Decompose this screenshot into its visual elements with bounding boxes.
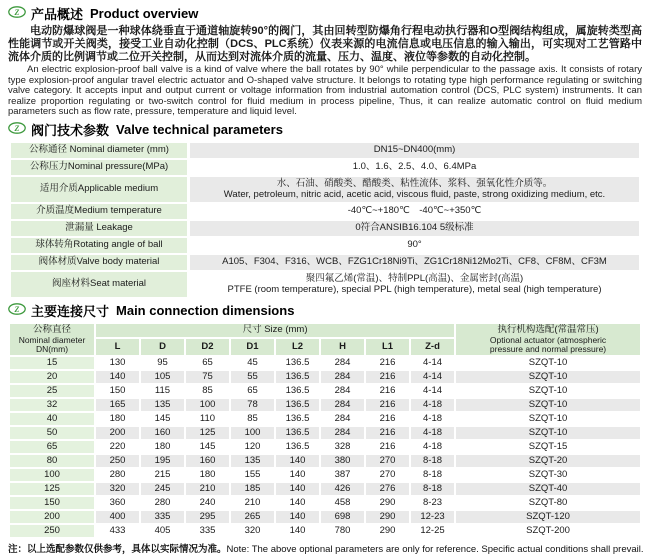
dimension-value: 140: [276, 511, 319, 523]
dimension-value: 140: [276, 525, 319, 537]
dimension-value: 55: [231, 371, 274, 383]
dimension-value: 284: [321, 413, 364, 425]
actuator-column-header: [456, 324, 640, 355]
dn-value: 65: [10, 441, 94, 453]
dimension-value: 250: [96, 455, 139, 467]
dimension-value: 216: [366, 371, 409, 383]
dimension-value: 433: [96, 525, 139, 537]
size-column-header: H: [321, 339, 364, 355]
dimension-value: 12-23: [411, 511, 454, 523]
dimension-value: 295: [186, 511, 229, 523]
dimension-value: 145: [141, 413, 184, 425]
actuator-value: SZQT-15: [456, 441, 640, 453]
param-value: A105、F304、F316、WCB、FZG1Cr18Ni9Ti、ZG1Cr18Ni12Mo2Ti、CF8、CF8M、CF3M: [190, 255, 639, 270]
param-label: 泄漏量 Leakage: [11, 221, 187, 236]
dimension-value: 140: [276, 483, 319, 495]
param-value: 0符合ANSIB16.104 5级标准: [190, 221, 639, 236]
dn-value: 25: [10, 385, 94, 397]
dimension-value: 145: [186, 441, 229, 453]
actuator-value: SZQT-10: [456, 399, 640, 411]
dn-value: 150: [10, 497, 94, 509]
dimension-value: 4-14: [411, 357, 454, 369]
tech-param-row: [11, 177, 639, 202]
dimension-value: 136.5: [276, 441, 319, 453]
dn-value: 80: [10, 455, 94, 467]
dn-value: 20: [10, 371, 94, 383]
dimension-value: 215: [141, 469, 184, 481]
dimension-value: 180: [141, 441, 184, 453]
param-value: DN15~DN400(mm): [190, 143, 639, 158]
dimension-value: 130: [96, 357, 139, 369]
dimension-value: 400: [96, 511, 139, 523]
size-column-header: Z-d: [411, 339, 454, 355]
dimension-value: 65: [231, 385, 274, 397]
dn-value: 100: [10, 469, 94, 481]
actuator-value: SZQT-20: [456, 455, 640, 467]
dimension-value: 140: [276, 469, 319, 481]
param-value: 90°: [190, 238, 639, 253]
dn-value: 32: [10, 399, 94, 411]
dimension-row: [10, 413, 640, 425]
dimension-value: 85: [231, 413, 274, 425]
dimension-value: 135: [231, 455, 274, 467]
size-column-header: D1: [231, 339, 274, 355]
dimension-value: 4-14: [411, 371, 454, 383]
dimensions-section-heading: [8, 301, 642, 320]
dimension-value: 216: [366, 441, 409, 453]
size-column-header: D2: [186, 339, 229, 355]
dimensions-title-zh: 主要连接尺寸: [31, 303, 110, 319]
param-label: 公称压力Nominal pressure(MPa): [11, 160, 187, 175]
dimension-value: 115: [141, 385, 184, 397]
dimension-value: 335: [141, 511, 184, 523]
dimension-value: 85: [186, 385, 229, 397]
tech-param-row: [11, 255, 639, 270]
dimension-value: 284: [321, 385, 364, 397]
actuator-value: SZQT-10: [456, 427, 640, 439]
dimension-row: [10, 441, 640, 453]
dn-value: 125: [10, 483, 94, 495]
dimension-value: 216: [366, 413, 409, 425]
dimension-value: 240: [186, 497, 229, 509]
dimension-value: 95: [141, 357, 184, 369]
dimension-value: 276: [366, 483, 409, 495]
dimension-value: 216: [366, 427, 409, 439]
dimension-value: 290: [366, 525, 409, 537]
tech-param-row: [11, 143, 639, 158]
dimension-value: 180: [96, 413, 139, 425]
svg-text:Z: Z: [14, 123, 20, 133]
tech-params-title-en: Valve technical parameters: [116, 121, 283, 137]
dimension-value: 290: [366, 511, 409, 523]
dimension-value: 100: [231, 427, 274, 439]
dimension-value: 335: [186, 525, 229, 537]
dimension-value: 405: [141, 525, 184, 537]
actuator-value: SZQT-10: [456, 371, 640, 383]
tech-params-title-zh: 阀门技术参数: [31, 122, 110, 138]
dimension-value: 150: [96, 385, 139, 397]
dn-header-en: Nominal diameter: [18, 334, 86, 345]
dimension-value: 780: [321, 525, 364, 537]
dimension-value: 155: [231, 469, 274, 481]
dimension-value: 360: [96, 497, 139, 509]
overview-section-heading: [8, 4, 642, 23]
actuator-value: SZQT-200: [456, 525, 640, 537]
dimension-value: 105: [141, 371, 184, 383]
dimension-value: 136.5: [276, 371, 319, 383]
dn-value: 50: [10, 427, 94, 439]
dimension-value: 4-18: [411, 427, 454, 439]
actuator-value: SZQT-10: [456, 385, 640, 397]
dimension-value: 125: [186, 427, 229, 439]
footnote-zh: 注：以上选配参数仅供参考，具体以实际情况为准。: [8, 543, 227, 555]
dimension-row: [10, 497, 640, 509]
dimension-row: [10, 483, 640, 495]
dimension-value: 328: [321, 441, 364, 453]
dimension-value: 220: [96, 441, 139, 453]
dimension-value: 195: [141, 455, 184, 467]
dn-value: 250: [10, 525, 94, 537]
dimension-value: 136.5: [276, 427, 319, 439]
tech-param-row: [11, 204, 639, 219]
overview-title-zh: 产品概述: [31, 7, 84, 22]
dimension-row: [10, 385, 640, 397]
actuator-header-en-2: pressure and normal pressure): [489, 344, 607, 354]
dn-value: 200: [10, 511, 94, 523]
param-label: 阀座材料Seat material: [11, 272, 187, 297]
dimension-value: 270: [366, 455, 409, 467]
size-column-header: D: [141, 339, 184, 355]
dimension-value: 284: [321, 357, 364, 369]
actuator-value: SZQT-40: [456, 483, 640, 495]
dimension-value: 265: [231, 511, 274, 523]
tech-params-section-heading: [8, 120, 642, 139]
dimension-value: 210: [231, 497, 274, 509]
dimension-value: 458: [321, 497, 364, 509]
param-label: 公称通径 Nominal diameter (mm): [11, 143, 187, 158]
dimension-value: 216: [366, 399, 409, 411]
overview-title-en: Product overview: [90, 6, 199, 21]
footnote-en: Note: The above optional parameters are only for reference. Specific actual conditions shall prevail.: [226, 543, 644, 555]
overview-paragraph-zh: 电动防爆球阀是一种球体绕垂直于通道轴旋转90°的阀门，其由回转型防爆角行程电动执行器和O型阀结构组成，属旋转类型高性能调节或开关阀类，接受工业自动化控制（DCS、PLC系统）仪表来源的电流信息或电压信息的输入输出，可实现对工艺管路中流体介质的比例调节或二位开关控制，从而达到对流体介质的流量、压力、温度、液位等参数的自动化控制。: [8, 25, 642, 63]
dimension-value: 160: [186, 455, 229, 467]
dimension-value: 140: [276, 497, 319, 509]
tech-params-table-body: [11, 143, 639, 297]
dimension-value: 4-18: [411, 441, 454, 453]
dimension-row: [10, 455, 640, 467]
dimension-value: 270: [366, 469, 409, 481]
dimension-row: [10, 511, 640, 523]
footnote: [8, 541, 642, 555]
dimension-value: 216: [366, 357, 409, 369]
actuator-value: SZQT-30: [456, 469, 640, 481]
dn-header-zh: 公称直径: [32, 323, 71, 335]
dimension-value: 387: [321, 469, 364, 481]
dimension-value: 165: [96, 399, 139, 411]
param-value: -40℃~+180℃ -40℃~+350℃: [190, 204, 639, 219]
dimension-value: 284: [321, 427, 364, 439]
param-label: 介质温度Medium temperature: [11, 204, 187, 219]
dimension-value: 12-25: [411, 525, 454, 537]
tech-param-row: [11, 221, 639, 236]
dimension-value: 280: [141, 497, 184, 509]
size-column-header: L1: [366, 339, 409, 355]
dimension-value: 8-18: [411, 455, 454, 467]
actuator-value: SZQT-80: [456, 497, 640, 509]
dimension-row: [10, 469, 640, 481]
dimension-value: 698: [321, 511, 364, 523]
dimension-value: 380: [321, 455, 364, 467]
dimension-row: [10, 525, 640, 537]
dimension-value: 100: [186, 399, 229, 411]
dn-value: 40: [10, 413, 94, 425]
dimension-row: [10, 357, 640, 369]
brand-logo-icon: [8, 6, 26, 21]
dimension-value: 75: [186, 371, 229, 383]
tech-param-row: [11, 238, 639, 253]
dimension-value: 140: [276, 455, 319, 467]
size-group-header: 尺寸 Size (mm): [96, 324, 454, 337]
dimension-value: 45: [231, 357, 274, 369]
dimension-value: 4-18: [411, 413, 454, 425]
dimension-value: 140: [96, 371, 139, 383]
dimension-value: 245: [141, 483, 184, 495]
dimension-value: 136.5: [276, 399, 319, 411]
dimension-row: [10, 427, 640, 439]
dimension-value: 290: [366, 497, 409, 509]
actuator-value: SZQT-10: [456, 413, 640, 425]
dimension-value: 216: [366, 385, 409, 397]
param-label: 球体转角Rotating angle of ball: [11, 238, 187, 253]
dimension-value: 185: [231, 483, 274, 495]
dimension-value: 426: [321, 483, 364, 495]
dimension-value: 210: [186, 483, 229, 495]
dn-value: 15: [10, 357, 94, 369]
actuator-value: SZQT-120: [456, 511, 640, 523]
dimension-row: [10, 371, 640, 383]
dimension-value: 110: [186, 413, 229, 425]
dn-column-header: [10, 324, 94, 355]
dimension-value: 135: [141, 399, 184, 411]
param-value: 水、石油、硝酸类、醋酸类、粘性流体、浆料、强氧化性介质等。 Water, petroleum, nitric acid, acetic acid, viscous fluid, paste, strong oxidizing medium, etc.: [190, 177, 639, 202]
svg-text:Z: Z: [14, 7, 20, 17]
svg-text:Z: Z: [14, 304, 20, 314]
actuator-header-zh: 执行机构选配(常温常压): [497, 323, 599, 335]
param-value: 1.0、1.6、2.5、4.0、6.4MPa: [190, 160, 639, 175]
dimension-value: 320: [231, 525, 274, 537]
dimension-value: 136.5: [276, 357, 319, 369]
dimension-value: 78: [231, 399, 274, 411]
dimension-value: 8-18: [411, 469, 454, 481]
dimension-value: 120: [231, 441, 274, 453]
brand-logo-icon: [8, 122, 26, 137]
dimension-value: 65: [186, 357, 229, 369]
size-column-header: L2: [276, 339, 319, 355]
dimensions-header-row-1: [10, 324, 640, 337]
dimension-value: 4-18: [411, 399, 454, 411]
dimensions-title-en: Main connection dimensions: [116, 302, 295, 318]
dimension-value: 160: [141, 427, 184, 439]
param-label: 适用介质Applicable medium: [11, 177, 187, 202]
dimension-value: 8-18: [411, 483, 454, 495]
actuator-header-en-1: Optional actuator (atmospheric: [489, 334, 607, 345]
size-column-header: L: [96, 339, 139, 355]
param-label: 阀体材质Valve body material: [11, 255, 187, 270]
dimension-value: 320: [96, 483, 139, 495]
dimension-row: [10, 399, 640, 411]
dn-header-unit: DN(mm): [35, 344, 69, 354]
overview-paragraph-en: An electric explosion-proof ball valve is a kind of valve where the ball rotates by 90° while perpendicular to the passage axis. It consists of rotary type explosion-proof angular travel electric actuator and O-shaped valve structure. It belongs to rotating type high performance regulating or switching valve category. It accepts input and output current or voltage information from industrial automation control (DCS, PLC system) instruments. It can realize proportion regulating or two-switch control for fluid medium in process pipeline, Thus, it can realize automatic control on fluid medium parameters such as flow rate, pressure, temperature and liquid level.: [8, 64, 642, 117]
dimension-value: 8-23: [411, 497, 454, 509]
dimension-value: 284: [321, 371, 364, 383]
dimension-value: 136.5: [276, 385, 319, 397]
param-value: 聚四氟乙烯(常温)、特制PPL(高温)、金属密封(高温) PTFE (room temperature), special PPL (high temperature), metal seal (high temperature): [190, 272, 639, 297]
tech-param-row: [11, 160, 639, 175]
dimension-value: 136.5: [276, 413, 319, 425]
dimensions-table: [8, 322, 642, 539]
dimension-value: 4-14: [411, 385, 454, 397]
actuator-value: SZQT-10: [456, 357, 640, 369]
tech-param-row: [11, 272, 639, 297]
brand-logo-icon: [8, 303, 26, 318]
dimension-value: 280: [96, 469, 139, 481]
dimension-value: 284: [321, 399, 364, 411]
tech-params-table: [8, 141, 642, 299]
dimension-value: 200: [96, 427, 139, 439]
dimension-value: 180: [186, 469, 229, 481]
